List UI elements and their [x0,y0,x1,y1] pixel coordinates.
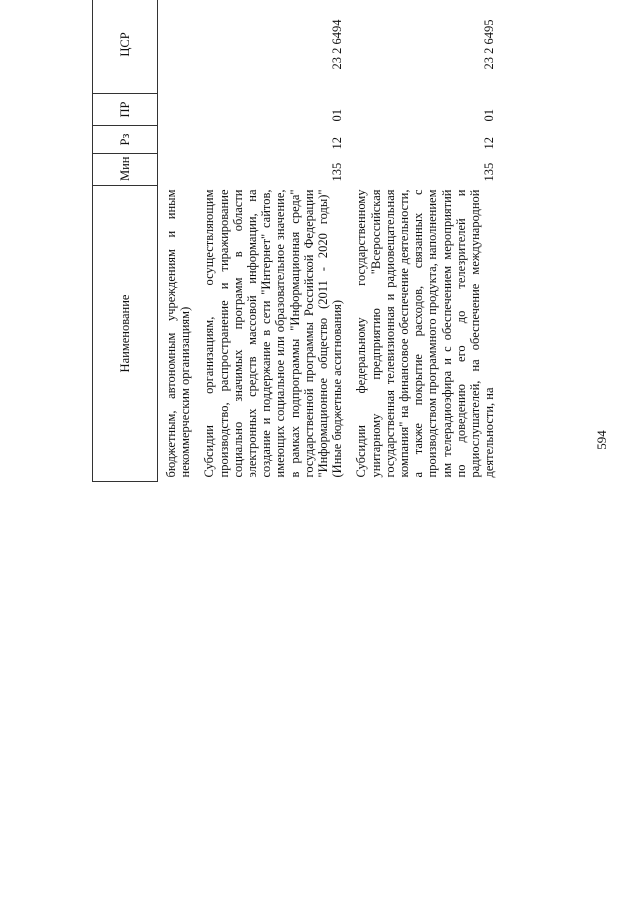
table-row [346,0,498,482]
row-rz: 12 [482,137,497,150]
header-pr: ПР [93,94,158,126]
row-name: бюджетным, автономным учреждениям и иным некоммерческим организациям) [164,189,193,478]
row-pr [158,94,195,126]
header-csr: ЦСР [93,0,158,94]
row-min: 135 [482,162,497,182]
row-min: 135 [330,162,345,182]
header-row-1 [93,0,124,482]
row-rz: 12 [330,137,345,150]
header-min: Мин [93,154,158,186]
row-pr: 01 [482,109,497,122]
row-csr [158,0,195,94]
row-name: Субсидии федеральному государственному унитарному предприятию "Всероссийская государственная телевизионная и радиовещательная компания" на финансовое обеспечение деятельности, а также покрытие расходов, связанных с производством программного продукта, наполнением им телерадиоэфира и с обеспечением мероприятий по доведению его до телезрителей и радиослушателей, на обеспечение международной деятельности, на [354,189,497,478]
row-csr: 23 2 6494 [330,19,345,70]
row-min [158,154,195,186]
header-name: Наименование [93,186,158,482]
budget-table [92,0,498,482]
page-number: 594 [594,430,609,450]
header-rz: Рз [93,126,158,154]
table-row [158,0,195,482]
rotated-document [92,0,522,482]
row-name: Субсидии организациям, осуществляющим производство, распространение и тиражирование социально значимых программ в области электронных средств массовой информации, на создание и поддержание в сети "Интернет" сайтов, имеющих социальное или образовательное значение, в рамках подпрограммы "Информационная среда" государственной программы Российской Федерации "Информационное общество (2011 - 2020 годы)" (Иные бюджетные ассигнования) [202,189,345,478]
row-csr: 23 2 6495 [482,19,497,70]
row-pr: 01 [330,109,345,122]
row-rz [158,126,195,154]
table-row [194,0,346,482]
